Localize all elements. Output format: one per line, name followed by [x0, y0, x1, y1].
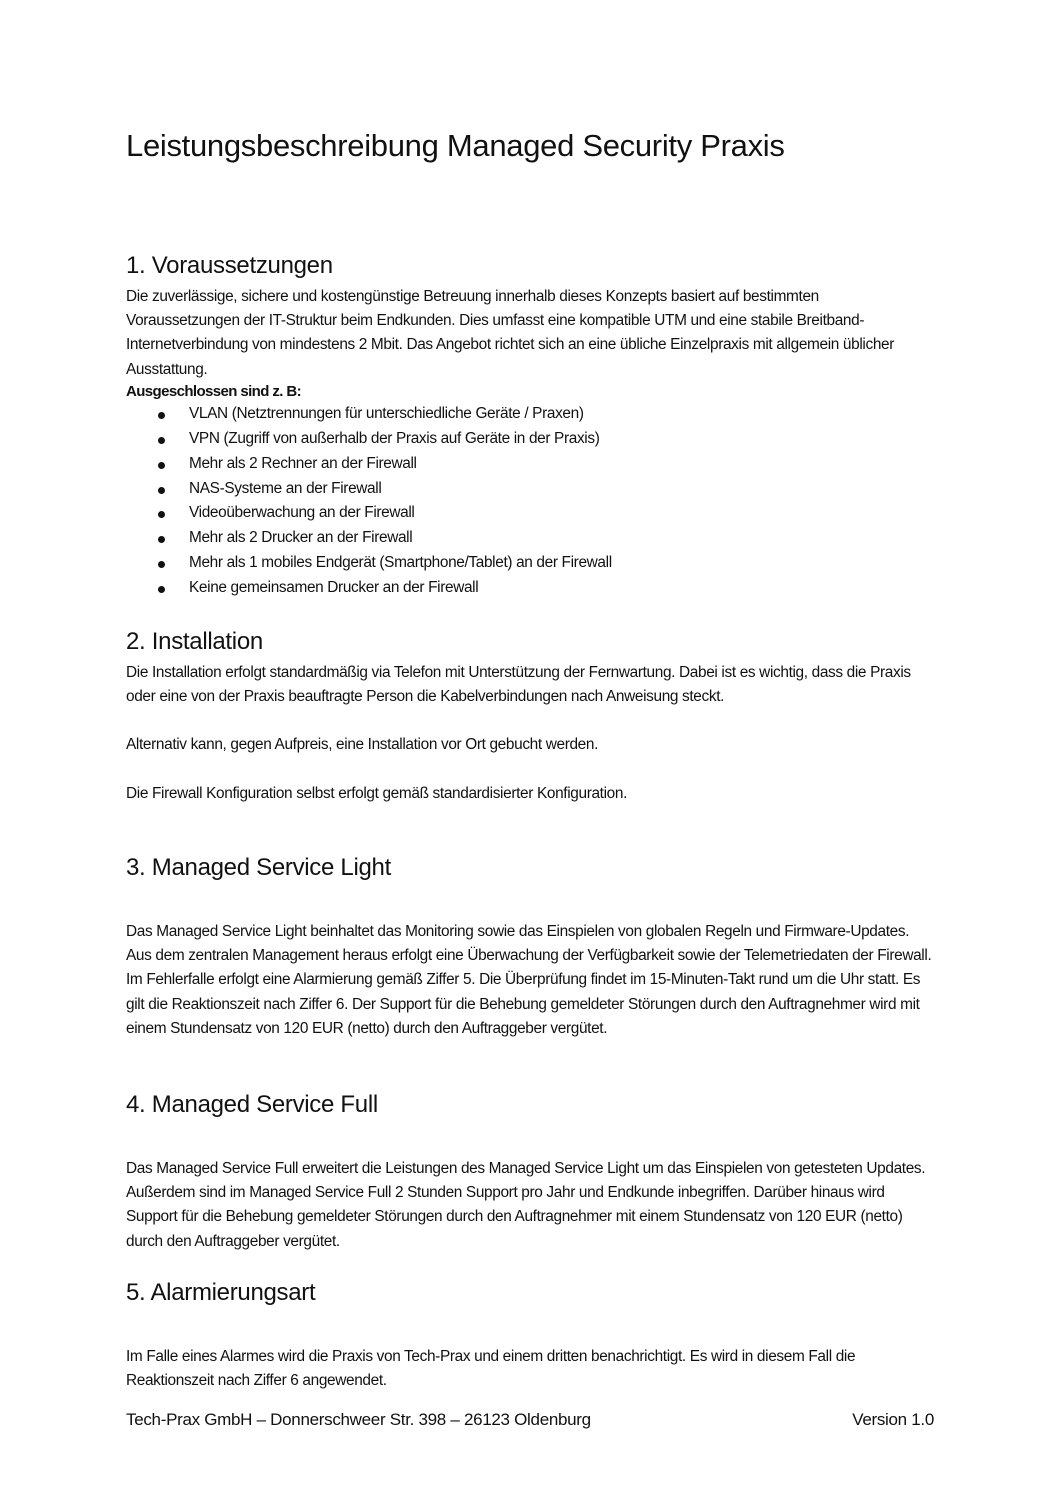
bullet-icon [158, 561, 165, 568]
list-item [126, 477, 936, 502]
section-alarmierungsart [126, 1277, 936, 1393]
section-paragraph: Alternativ kann, gegen Aufpreis, eine Installation vor Ort gebucht werden. [126, 736, 599, 754]
section-voraussetzungen [126, 250, 936, 601]
section-heading: 2. Installation [126, 628, 263, 655]
list-item [126, 501, 936, 526]
excluded-label: Ausgeschlossen sind z. B: [126, 382, 302, 400]
document-title: Leistungsbeschreibung Managed Security Praxis [126, 128, 785, 163]
section-paragraph: Die Installation erfolgt standardmäßig via Telefon mit Unterstützung der Fernwartung. Dabei ist es wichtig, dass die Praxis oder eine von der Praxis beauftragte Person die Kabelverbindungen nach Anweisung steckt. [126, 664, 911, 706]
list-item-text: NAS-Systeme an der Firewall [189, 479, 382, 497]
section-paragraph: Die zuverlässige, sichere und kostengünstige Betreuung innerhalb dieses Konzepts basiert auf bestimmten Voraussetzungen der IT-Struktur beim Endkunden. Dies umfasst eine kompatible UTM und eine stabile Breitband-Internetverbindung von mindestens 2 Mbit. Das Angebot richtet sich an eine übliche Einzelpraxis mit allgemein üblicher Ausstattung. [126, 288, 895, 378]
bullet-icon [158, 586, 165, 593]
list-item-text: Mehr als 1 mobiles Endgerät (Smartphone/Tablet) an der Firewall [189, 554, 612, 572]
bullet-icon [158, 536, 165, 543]
list-item [126, 526, 936, 551]
bullet-icon [158, 412, 165, 419]
list-item-text: Mehr als 2 Drucker an der Firewall [189, 529, 413, 547]
list-item [126, 576, 936, 601]
section-heading: 3. Managed Service Light [126, 854, 391, 881]
section-heading: 5. Alarmierungsart [126, 1279, 316, 1306]
list-item [126, 427, 936, 452]
section-heading: 4. Managed Service Full [126, 1091, 378, 1118]
bullet-icon [158, 437, 165, 444]
bullet-icon [158, 487, 165, 494]
footer-version: Version 1.0 [852, 1410, 934, 1429]
section-paragraph: Das Managed Service Full erweitert die Leistungen des Managed Service Light um das Einspielen von getesteten Updates. Außerdem sind im Managed Service Full 2 Stunden Support pro Jahr und Endkunde inbegriffen. Darüber hinaus wird Support für die Behebung gemeldeter Störungen durch den Auftragnehmer mit einem Stundensatz von 120 EUR (netto) durch den Auftraggeber vergütet. [126, 1160, 926, 1250]
list-item-text: VLAN (Netztrennungen für unterschiedliche Geräte / Praxen) [189, 404, 584, 422]
list-item-text: VPN (Zugriff von außerhalb der Praxis auf Geräte in der Praxis) [189, 429, 600, 447]
section-managed-service-light [126, 852, 936, 1041]
page-footer [126, 1410, 934, 1430]
section-paragraph: Im Falle eines Alarmes wird die Praxis von Tech-Prax und einem dritten benachrichtigt. Es wird in diesem Fall die Reaktionszeit nach Ziffer 6 angewendet. [126, 1348, 856, 1390]
excluded-list [126, 402, 936, 601]
section-installation [126, 626, 936, 806]
bullet-icon [158, 462, 165, 469]
bullet-icon [158, 511, 165, 518]
list-item-text: Videoüberwachung an der Firewall [189, 504, 415, 522]
section-managed-service-full [126, 1089, 936, 1254]
list-item [126, 402, 936, 427]
list-item [126, 452, 936, 477]
section-paragraph: Das Managed Service Light beinhaltet das Monitoring sowie das Einspielen von globalen Regeln und Firmware-Updates. Aus dem zentralen Management heraus erfolgt eine Überwachung der Verfügbarkeit sowie der Telemetriedaten der Firewall. Im Fehlerfalle erfolgt eine Alarmierung gemäß Ziffer 5. Die Überprüfung findet im 15-Minuten-Takt rund um die Uhr statt. Es gilt die Reaktionszeit nach Ziffer 6. Der Support für die Behebung gemeldeter Störungen durch den Auftragnehmer wird mit einem Stundensatz von 120 EUR (netto) durch den Auftraggeber vergütet. [126, 923, 932, 1037]
footer-company-address: Tech-Prax GmbH – Donnerschweer Str. 398 – 26123 Oldenburg [126, 1410, 591, 1429]
list-item-text: Keine gemeinsamen Drucker an der Firewall [189, 579, 479, 597]
section-heading: 1. Voraussetzungen [126, 252, 333, 279]
list-item-text: Mehr als 2 Rechner an der Firewall [189, 454, 417, 472]
list-item [126, 551, 936, 576]
section-paragraph: Die Firewall Konfiguration selbst erfolgt gemäß standardisierter Konfiguration. [126, 784, 628, 802]
